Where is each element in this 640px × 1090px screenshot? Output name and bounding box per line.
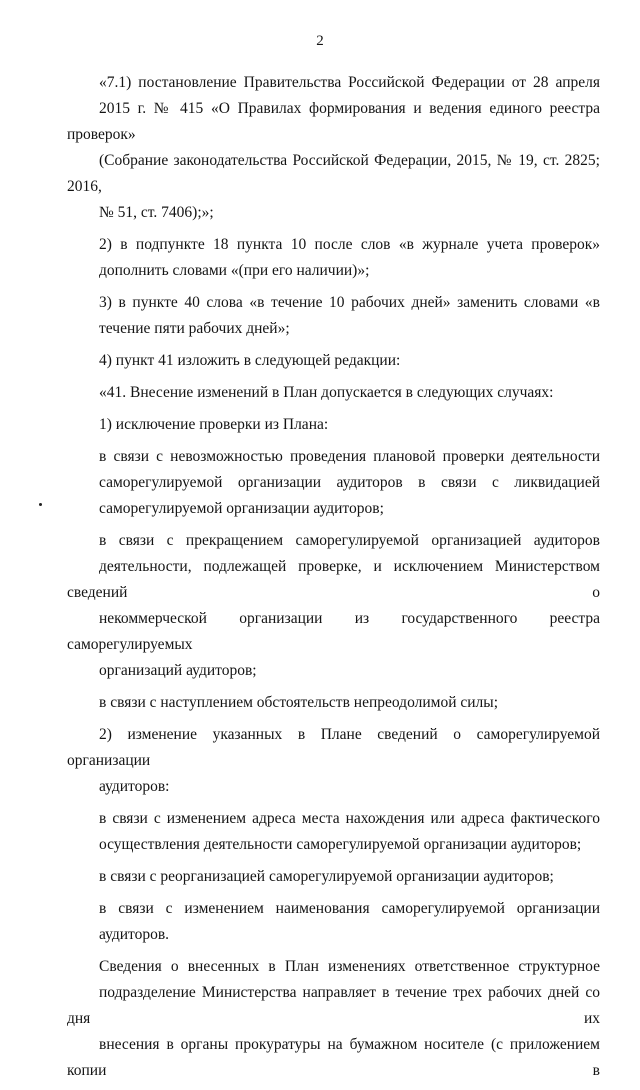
text-line: 2) изменение указанных в Плане сведений о саморегулируемой организации: [67, 726, 600, 769]
text-line: саморегулируемой организации аудиторов в связи с ликвидацией: [99, 474, 600, 491]
text-line: (Собрание законодательства Российской Федерации, 2015, № 19, ст. 2825; 2016,: [67, 152, 600, 195]
text-line: деятельности, подлежащей проверке, и исключением Министерством сведений о: [67, 558, 600, 601]
text-line: в связи с изменением адреса места нахождения или адреса фактического: [99, 810, 600, 827]
text-line: Сведения о внесенных в План изменениях ответственное структурное: [99, 958, 600, 975]
text-line: аудиторов:: [99, 778, 170, 795]
text-line: «41. Внесение изменений в План допускается в следующих случаях:: [99, 384, 554, 401]
text-line: «7.1) постановление Правительства Российской Федерации от 28 апреля: [99, 74, 600, 91]
paragraph: [67, 232, 600, 284]
document-body: [67, 70, 600, 1090]
paragraph: [67, 722, 600, 800]
paragraph: [67, 290, 600, 342]
paragraph: [67, 954, 600, 1084]
text-line: 4) пункт 41 изложить в следующей редакции:: [99, 352, 401, 369]
page-number: 2: [316, 33, 324, 49]
text-line: внесения в органы прокуратуры на бумажном носителе (с приложением копии в: [67, 1036, 600, 1079]
text-line: в связи с прекращением саморегулируемой организацией аудиторов: [99, 532, 600, 549]
paragraph: [67, 806, 600, 858]
paragraph: [67, 70, 600, 226]
text-line: 2) в подпункте 18 пункта 10 после слов «в журнале учета проверок»: [99, 236, 600, 253]
text-line: подразделение Министерства направляет в течение трех рабочих дней со дня их: [67, 984, 600, 1027]
text-line: в связи с изменением наименования саморегулируемой организации: [99, 900, 600, 917]
paragraph: [67, 444, 600, 522]
text-line: организаций аудиторов;: [99, 662, 257, 679]
text-line: аудиторов.: [99, 926, 170, 943]
paragraph: [67, 380, 600, 406]
text-line: 3) в пункте 40 слова «в течение 10 рабочих дней» заменить словами «в: [99, 294, 600, 311]
text-line: некоммерческой организации из государственного реестра саморегулируемых: [67, 610, 600, 653]
paragraph: [67, 896, 600, 948]
paragraph: [67, 864, 600, 890]
text-line: саморегулируемой организации аудиторов;: [99, 500, 384, 517]
text-line: дополнить словами «(при его наличии)»;: [99, 262, 370, 279]
paragraph: [67, 348, 600, 374]
paragraph: [67, 690, 600, 716]
text-line: течение пяти рабочих дней»;: [99, 320, 290, 337]
text-line: осуществления деятельности саморегулируемой организации аудиторов;: [99, 836, 582, 853]
scan-artifact: [39, 503, 42, 506]
text-line: 1) исключение проверки из Плана:: [99, 416, 329, 433]
text-line: № 51, ст. 7406);»;: [99, 204, 214, 221]
text-line: в связи с невозможностью проведения плановой проверки деятельности: [99, 448, 600, 465]
text-line: в связи с реорганизацией саморегулируемой организации аудиторов;: [99, 868, 554, 885]
paragraph: [67, 412, 600, 438]
text-line: в связи с наступлением обстоятельств непреодолимой силы;: [99, 694, 498, 711]
paragraph: [67, 528, 600, 684]
text-line: 2015 г. № 415 «О Правилах формирования и ведения единого реестра проверок»: [67, 100, 600, 143]
